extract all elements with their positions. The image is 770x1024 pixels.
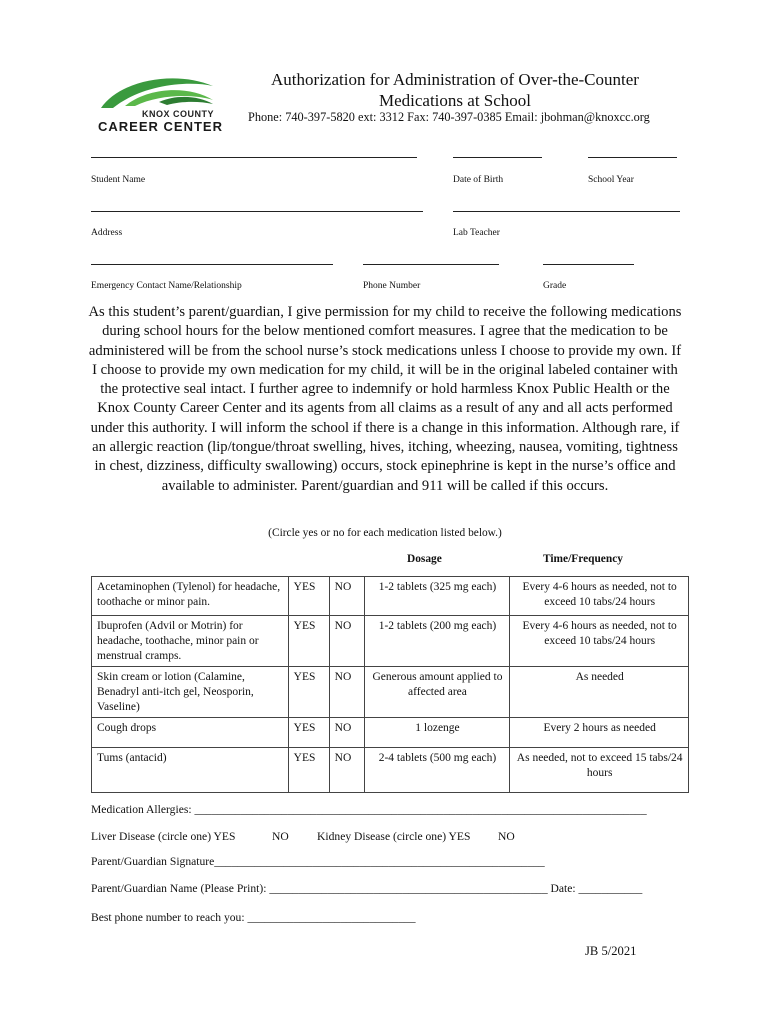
dosage-header: Dosage [407, 553, 442, 565]
no-option[interactable]: NO [329, 748, 364, 793]
yes-option[interactable]: YES [288, 577, 329, 616]
kidney-disease-label: Kidney Disease (circle one) YES [317, 830, 471, 843]
kidney-disease-no[interactable]: NO [498, 830, 515, 843]
lab-teacher-field[interactable] [453, 211, 680, 212]
yes-option[interactable]: YES [288, 616, 329, 667]
yes-option[interactable]: YES [288, 667, 329, 718]
address-field[interactable] [91, 211, 423, 212]
no-option[interactable]: NO [329, 616, 364, 667]
time-cell: Every 4-6 hours as needed, not to exceed 10 tabs/24 hours [510, 577, 689, 616]
dosage-cell: 2-4 tablets (500 mg each) [364, 748, 510, 793]
liver-disease-no[interactable]: NO [272, 830, 289, 843]
medication-cell: Tums (antacid) [92, 748, 289, 793]
table-row [92, 577, 689, 616]
student-name-field[interactable] [91, 157, 417, 158]
table-row [92, 748, 689, 793]
title-line-1: Authorization for Administration of Over-the-Counter [271, 70, 639, 89]
no-option[interactable]: NO [329, 718, 364, 748]
dosage-cell: 1-2 tablets (200 mg each) [364, 616, 510, 667]
address-label: Address [91, 228, 123, 238]
page-title [245, 69, 665, 111]
time-cell: Every 2 hours as needed [510, 718, 689, 748]
medication-table [91, 576, 689, 793]
dosage-cell: 1 lozenge [364, 718, 510, 748]
time-cell: As needed [510, 667, 689, 718]
time-cell: As needed, not to exceed 15 tabs/24 hours [510, 748, 689, 793]
medication-cell: Acetaminophen (Tylenol) for headache, toothache or minor pain. [92, 577, 289, 616]
school-year-field[interactable] [588, 157, 677, 158]
medication-cell: Skin cream or lotion (Calamine, Benadryl anti-itch gel, Neosporin, Vaseline) [92, 667, 289, 718]
permission-statement: As this student’s parent/guardian, I give permission for my child to receive the following medications during school hours for the below mentioned comfort measures. I agree that the medication to be administered will be from the school nurse’s stock medications unless I choose to provide my own. If I choose to provide my own medication for my child, it will be in the original labeled container with the protective seal intact. I further agree to indemnify or hold harmless Knox Public Health or the Knox County Career Center and its agents from all claims as a result of any and all acts performed under this authority. I will inform the school if there is a change in this information. Although rare, if an allergic reaction (lip/tongue/throat swelling, hives, itching, wheezing, nausea, vomiting, tightness in chest, dizziness, difficulty swallowing) occurs, stock epinephrine is kept in the nurse’s office and available to administer. Parent/guardian and 911 will be called if this occurs. [88, 304, 682, 494]
emergency-contact-field[interactable] [91, 264, 333, 265]
table-row [92, 616, 689, 667]
no-option[interactable]: NO [329, 667, 364, 718]
medication-cell: Ibuprofen (Advil or Motrin) for headache, toothache, minor pain or menstrual cramps. [92, 616, 289, 667]
table-row [92, 667, 689, 718]
grade-label: Grade [543, 281, 567, 291]
title-line-2: Medications at School [378, 91, 532, 110]
date-of-birth-field[interactable] [453, 157, 542, 158]
grade-field[interactable] [543, 264, 634, 265]
student-name-label: Student Name [91, 175, 146, 185]
form-version: JB 5/2021 [585, 944, 637, 958]
yes-option[interactable]: YES [288, 748, 329, 793]
no-option[interactable]: NO [329, 577, 364, 616]
liver-disease-label: Liver Disease (circle one) YES [91, 830, 236, 843]
date-of-birth-label: Date of Birth [453, 175, 504, 185]
yes-option[interactable]: YES [288, 718, 329, 748]
guardian-signature-field[interactable]: Parent/Guardian Signature_________________________________________________________ [91, 855, 545, 868]
circle-instruction: (Circle yes or no for each medication listed below.) [268, 527, 502, 539]
school-year-label: School Year [588, 175, 634, 185]
emergency-contact-label: Emergency Contact Name/Relationship [91, 281, 242, 291]
contact-info: Phone: 740-397-5820 ext: 3312 Fax: 740-397-0385 Email: jbohman@knoxcc.org [248, 110, 650, 124]
logo-title: CAREER CENTER [98, 119, 223, 134]
lab-teacher-label: Lab Teacher [453, 228, 500, 238]
phone-number-label: Phone Number [363, 281, 421, 291]
guardian-name-field[interactable]: Parent/Guardian Name (Please Print): ________________________________________________ Date: ___________ [91, 882, 643, 895]
time-cell: Every 4-6 hours as needed, not to exceed 10 tabs/24 hours [510, 616, 689, 667]
table-row [92, 718, 689, 748]
medication-allergies-field[interactable]: Medication Allergies: ______________________________________________________________________________ [91, 803, 647, 816]
logo-subtitle: KNOX COUNTY [142, 109, 215, 119]
best-phone-field[interactable]: Best phone number to reach you: _____________________________ [91, 911, 416, 924]
dosage-cell: Generous amount applied to affected area [364, 667, 510, 718]
time-frequency-header: Time/Frequency [543, 553, 623, 565]
phone-number-field[interactable] [363, 264, 499, 265]
medication-cell: Cough drops [92, 718, 289, 748]
dosage-cell: 1-2 tablets (325 mg each) [364, 577, 510, 616]
